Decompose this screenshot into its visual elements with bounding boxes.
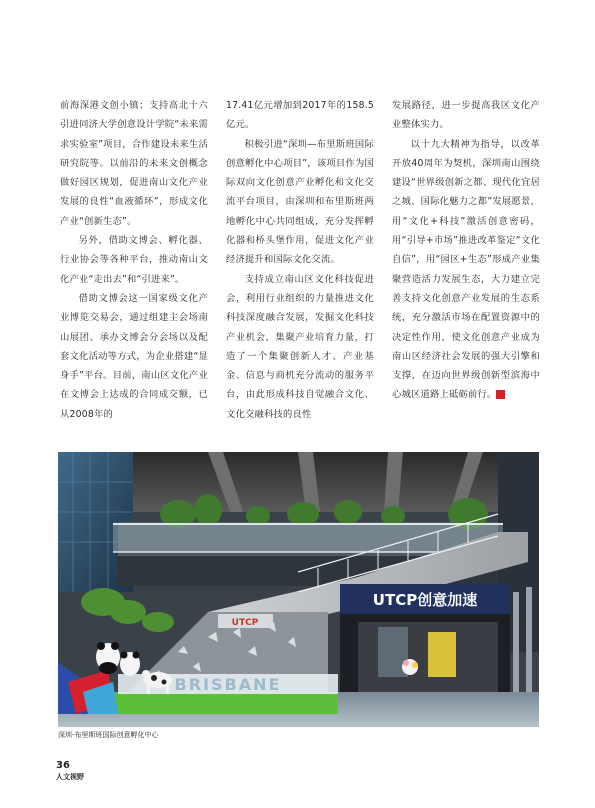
paragraph: 借助文博会这一国家级文化产业博览交易会，通过组建主会场南山展团、承办文博会分会场以及配套文化活动等方式，为企业搭建“显身手”平台。目前，南山区文化产业在文博会上达成的合同成交额，已从2008年的 (60, 292, 208, 420)
wall-logo-text: UTCP (231, 618, 259, 628)
paragraph (392, 135, 540, 405)
paragraph: 发展路径，进一步提高我区文化产业整体实力。 (392, 100, 540, 131)
text-column-2 (226, 96, 374, 424)
sign-text: UTCP创意加速 (372, 591, 478, 609)
photo-caption: 深圳-布里斯班国际创意孵化中心 (58, 731, 159, 739)
paragraph: 另外，借助文博会、孵化器、行业协会等各种平台，推动南山文化产业“走出去”和“引进来”。 (60, 235, 208, 285)
magazine-name: 人文视野 (56, 773, 84, 781)
text-column-3 (392, 96, 540, 405)
banner-text: BRISBANE (174, 675, 282, 694)
text-column-1 (60, 96, 208, 424)
paragraph: 前海深港文创小镇；支持高北十六引进同济大学创意设计学院“未来需求实验室”项目，合作建设未来生活研究院等。以前沿的未来文创概念做好园区规划，促进南山文化产业发展的良性“血液循环”，形成文化产业“创新生态”。 (60, 100, 208, 227)
paragraph: 支持成立南山区文化科技促进会，利用行业组织的力量推进文化科技深度融合发展，发掘文化科技产业机会，集聚产业培育力量，打造了一个集聚创新人才、产业基金、信息与商机充分流动的服务平台，由此形成科技自觉融合文化、文化交融科技的良性 (226, 273, 374, 420)
paragraph: 积极引进“深圳—布里斯班国际创意孵化中心项目”，该项目作为国际双向文化创意产业孵化和文化交流平台项目，由深圳和布里斯班两地孵化中心共同组成，充分发挥孵化器和桥头堡作用，促进文化产业经济提升和国际文化交流。 (226, 138, 374, 266)
end-mark-icon: N (496, 390, 505, 399)
article-photo (58, 452, 539, 727)
page-number: 36 (56, 760, 70, 771)
paragraph: 17.41亿元增加到2017年的158.5亿元。 (226, 100, 374, 131)
paragraph-text: 以十九大精神为指导，以改革开放40周年为契机，深圳南山围绕建设“世界级创新之都、现代化宜居之城、国际化魅力之都”发展愿景，用“文化+科技”激活创意密码，用“引导+市场”推进改革鉴定“文化自信”，用“园区+生态”形成产业集聚营造活力发展生态，大力建立完善支持文化创意产业发展的生态系统，充分激活市场在配置资源中的决定性作用，使文化创意产业成为南山区经济社会发展的强大引擎和支撑，在迈向世界级创新型滨海中心城区道路上砥砺前行。 (392, 138, 540, 401)
